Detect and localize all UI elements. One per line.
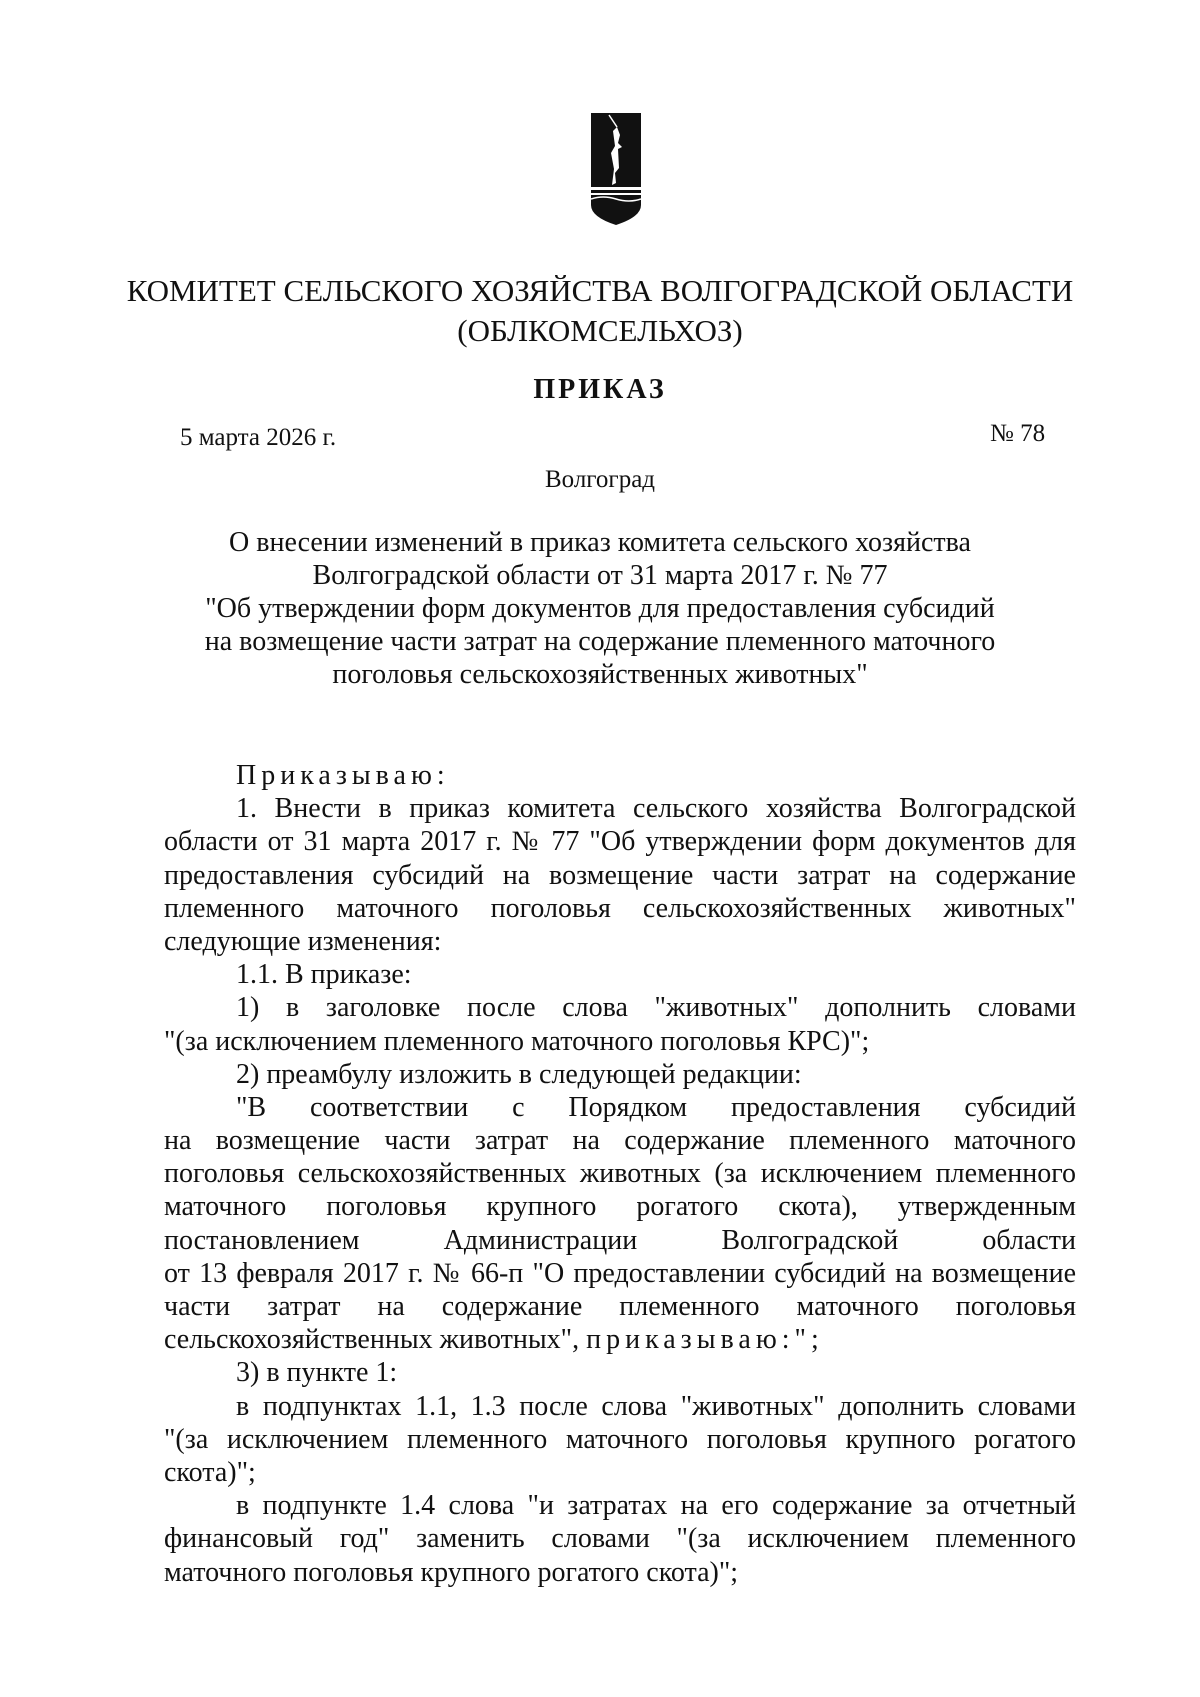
body-line: 1.1. В приказе: — [236, 959, 412, 991]
document-number: № 78 — [990, 420, 1046, 447]
body-line: 2) преамбулу изложить в следующей редакции: — [236, 1058, 802, 1090]
organization-short-name: (ОБЛКОМСЕЛЬХОЗ) — [457, 313, 743, 348]
body-line: племенного маточного поголовья сельскохозяйственных животных" — [164, 892, 1076, 924]
body-line: на возмещение части затрат на содержание племенного маточного — [164, 1125, 1076, 1157]
title-line: О внесении изменений в приказ комитета сельского хозяйства — [229, 527, 971, 558]
organization-name: КОМИТЕТ СЕЛЬСКОГО ХОЗЯЙСТВА ВОЛГОГРАДСКОЙ ОБЛАСТИ — [126, 273, 1074, 308]
body-line: 1) в заголовке после слова "животных" дополнить словами — [236, 992, 1076, 1024]
body-line: маточного поголовья крупного рогатого скота), утвержденным — [164, 1191, 1076, 1223]
order-word: Приказываю: — [236, 760, 450, 791]
inline-order-word: приказываю:"; — [586, 1324, 824, 1356]
body-line: 3) в пункте 1: — [236, 1357, 398, 1389]
body-line: "В соответствии с Порядком предоставления субсидий — [236, 1091, 1076, 1123]
body-line: "(за исключением племенного маточного поголовья крупного рогатого — [164, 1423, 1076, 1455]
document-title — [200, 526, 1000, 691]
body-line: от 13 февраля 2017 г. № 66-п "О предоставлении субсидий на возмещение — [164, 1257, 1076, 1289]
body-line: части затрат на содержание племенного маточного поголовья — [164, 1291, 1076, 1322]
body-line: маточного поголовья крупного рогатого скота)"; — [164, 1556, 739, 1588]
body-line: следующие изменения: — [164, 925, 442, 957]
coat-of-arms-icon — [591, 113, 641, 225]
document-date: 5 марта 2026 г. — [180, 424, 337, 451]
body-line: в подпунктах 1.1, 1.3 после слова "животных" дополнить словами — [236, 1390, 1076, 1422]
body-line: постановлением Администрации Волгоградской области — [164, 1224, 1076, 1256]
body-line-with-order — [164, 1323, 1076, 1356]
body-line: "(за исключением племенного маточного поголовья КРС)"; — [164, 1025, 870, 1057]
body-line: области от 31 марта 2017 г. № 77 "Об утверждении форм документов для — [164, 826, 1076, 858]
body-line: финансовый год" заменить словами "(за исключением племенного — [164, 1523, 1076, 1555]
body-line-text: сельскохозяйственных животных", — [164, 1324, 580, 1356]
document-body — [164, 759, 1076, 1589]
body-line: предоставления субсидий на возмещение части затрат на содержание — [164, 859, 1076, 891]
title-line: поголовья сельскохозяйственных животных" — [332, 659, 868, 690]
body-line: 1. Внести в приказ комитета сельского хозяйства Волгоградской — [236, 793, 1076, 825]
document-city: Волгоград — [544, 466, 656, 493]
document-type: ПРИКАЗ — [533, 374, 667, 405]
body-line: в подпункте 1.4 слова "и затратах на его содержание за отчетный — [236, 1490, 1076, 1522]
body-line: скота)"; — [164, 1456, 256, 1488]
title-line: Волгоградской области от 31 марта 2017 г. № 77 — [312, 560, 888, 591]
title-line: "Об утверждении форм документов для предоставления субсидий — [205, 593, 995, 624]
body-line: поголовья сельскохозяйственных животных (за исключением племенного — [164, 1158, 1076, 1190]
title-line: на возмещение части затрат на содержание племенного маточного — [204, 626, 996, 657]
